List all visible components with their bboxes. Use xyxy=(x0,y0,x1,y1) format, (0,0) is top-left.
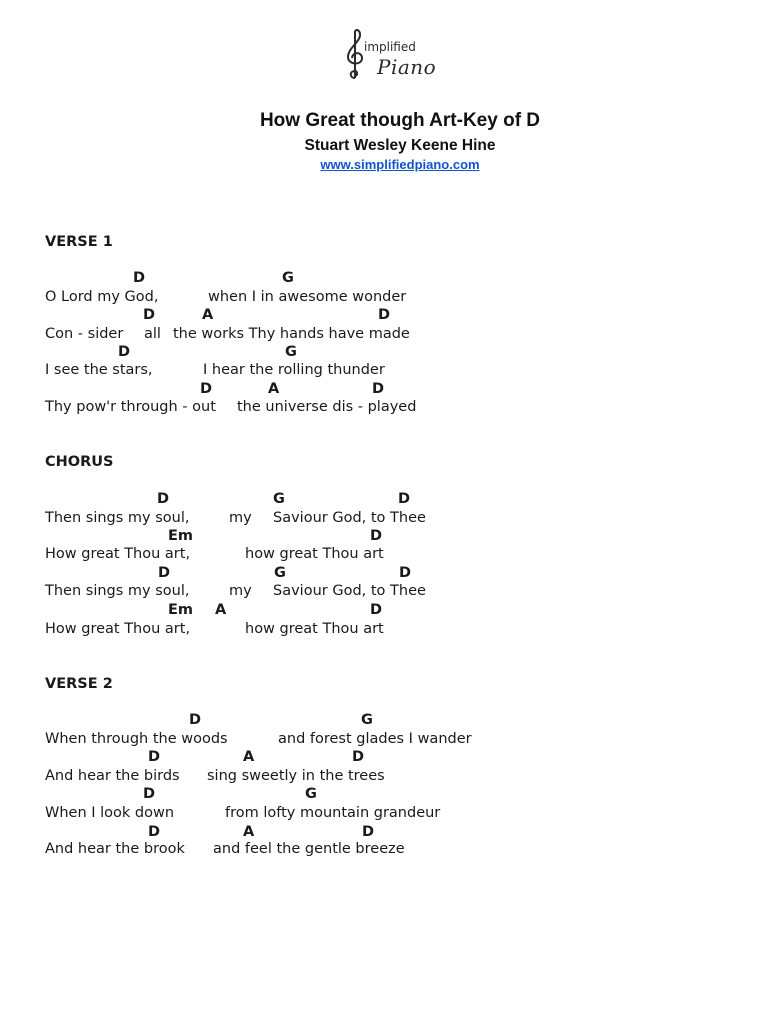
lyric-segment: when I in awesome wonder xyxy=(208,289,407,305)
lyric-segment: When I look down xyxy=(45,805,175,821)
chord: D xyxy=(399,565,412,581)
lyric-segment: Then sings my soul, xyxy=(45,583,190,599)
lyric-segment: I hear the rolling thunder xyxy=(203,362,385,378)
chord: G xyxy=(273,491,285,507)
chord: A xyxy=(243,824,255,840)
lyric-segment: And hear the brook xyxy=(45,841,185,857)
lyric-line xyxy=(45,841,405,889)
logo-text-piano: Piano xyxy=(377,55,437,79)
treble-clef-icon xyxy=(344,28,366,82)
lyric-line xyxy=(45,399,417,447)
lyric-segment: How great Thou art, xyxy=(45,621,191,637)
chord: D xyxy=(158,565,171,581)
lyric-segment: O Lord my God, xyxy=(45,289,159,305)
chord: D xyxy=(118,344,131,360)
chord: G xyxy=(361,712,373,728)
chord: D xyxy=(370,528,383,544)
lyric-segment: Saviour God, to Thee xyxy=(273,510,426,526)
song-author: Stuart Wesley Keene Hine xyxy=(304,137,496,154)
lyric-segment: how great Thou art xyxy=(245,546,384,562)
lyric-segment: Saviour God, to Thee xyxy=(273,583,426,599)
logo-text-simplified: implified xyxy=(364,40,416,54)
chord: A xyxy=(202,307,214,323)
chord: D xyxy=(143,307,156,323)
chord: G xyxy=(274,565,286,581)
song-title: How Great though Art-Key of D xyxy=(259,110,541,131)
lyric-segment: Thy pow'r through - out xyxy=(45,399,216,415)
lyric-segment: and forest glades I wander xyxy=(278,731,472,747)
lyric-segment: How great Thou art, xyxy=(45,546,191,562)
chord: A xyxy=(243,749,255,765)
lyric-line xyxy=(45,621,384,669)
section-heading: VERSE 2 xyxy=(45,676,113,692)
chord: D xyxy=(148,749,161,765)
lyric-segment: the works Thy hands have made xyxy=(173,326,410,342)
chord: G xyxy=(285,344,297,360)
chord: D xyxy=(370,602,383,618)
lyric-segment: Then sings my soul, xyxy=(45,510,190,526)
chord: Em xyxy=(168,528,194,544)
chord: D xyxy=(200,381,213,397)
lyric-segment: all xyxy=(144,326,161,342)
website-line xyxy=(0,157,768,172)
lyric-segment: When through the woods xyxy=(45,731,228,747)
chord: D xyxy=(378,307,391,323)
chord: D xyxy=(352,749,365,765)
chord: D xyxy=(157,491,170,507)
chord: D xyxy=(148,824,161,840)
lyric-segment: from lofty mountain grandeur xyxy=(225,805,441,821)
chord: A xyxy=(215,602,227,618)
lyric-segment: And hear the birds xyxy=(45,768,180,784)
lyric-segment: and feel the gentle breeze xyxy=(213,841,405,857)
section-heading: CHORUS xyxy=(45,454,114,470)
chord: D xyxy=(143,786,156,802)
lyric-segment: how great Thou art xyxy=(245,621,384,637)
chord: D xyxy=(189,712,202,728)
chord: G xyxy=(305,786,317,802)
chord: D xyxy=(133,270,146,286)
lyric-segment: Con - sider xyxy=(45,326,124,342)
lyric-segment: I see the stars, xyxy=(45,362,153,378)
lyric-segment: my xyxy=(229,583,252,599)
section-heading: VERSE 1 xyxy=(45,234,113,250)
simplified-piano-logo xyxy=(344,28,437,82)
chord: D xyxy=(398,491,411,507)
lyric-segment: sing sweetly in the trees xyxy=(207,768,385,784)
chord: Em xyxy=(168,602,194,618)
lyric-segment: my xyxy=(229,510,252,526)
lyric-segment: the universe dis - played xyxy=(237,399,417,415)
website-link[interactable]: www.simplifiedpiano.com xyxy=(320,157,480,172)
chord: A xyxy=(268,381,280,397)
chord: D xyxy=(372,381,385,397)
chord: D xyxy=(362,824,375,840)
chord: G xyxy=(282,270,294,286)
